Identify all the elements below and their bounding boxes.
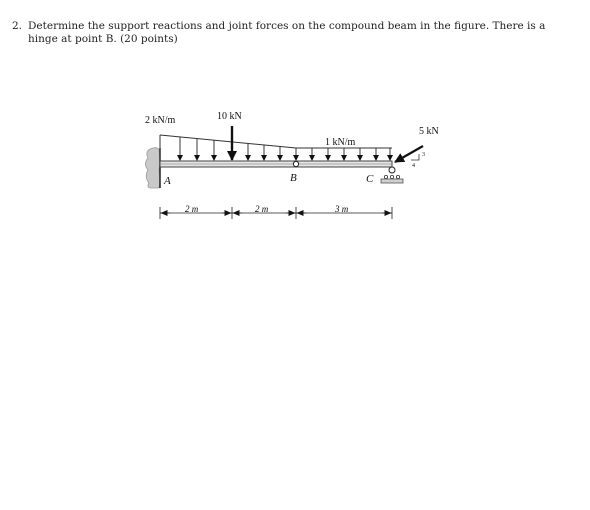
point-load-label: 10 kN bbox=[217, 111, 242, 122]
point-c-label: C bbox=[366, 173, 374, 185]
point-b-label: B bbox=[290, 172, 297, 184]
dimension-label-1: 2 m bbox=[185, 204, 199, 214]
fixed-support-a bbox=[146, 148, 161, 188]
inclined-load-label: 5 kN bbox=[419, 126, 439, 137]
problem-number: 2. bbox=[12, 20, 23, 32]
slope-rise-label: 3 bbox=[422, 152, 425, 158]
hinge-b bbox=[293, 161, 298, 166]
right-intensity-label: 1 kN/m bbox=[325, 137, 356, 148]
roller-support-c bbox=[381, 167, 403, 183]
dimension-label-3: 3 m bbox=[335, 204, 349, 214]
left-intensity-label: 2 kN/m bbox=[145, 115, 176, 126]
dimension-label-2: 2 m bbox=[255, 204, 269, 214]
beam bbox=[160, 161, 392, 167]
point-a-label: A bbox=[164, 175, 171, 187]
problem-text-line-1: Determine the support reactions and joint forces on the compound beam in the figure. There is a bbox=[28, 20, 546, 32]
problem-text-line-2: hinge at point B. (20 points) bbox=[28, 33, 178, 45]
slope-run-label: 4 bbox=[412, 163, 415, 169]
slope-triangle bbox=[411, 154, 419, 160]
distributed-load bbox=[160, 135, 392, 161]
